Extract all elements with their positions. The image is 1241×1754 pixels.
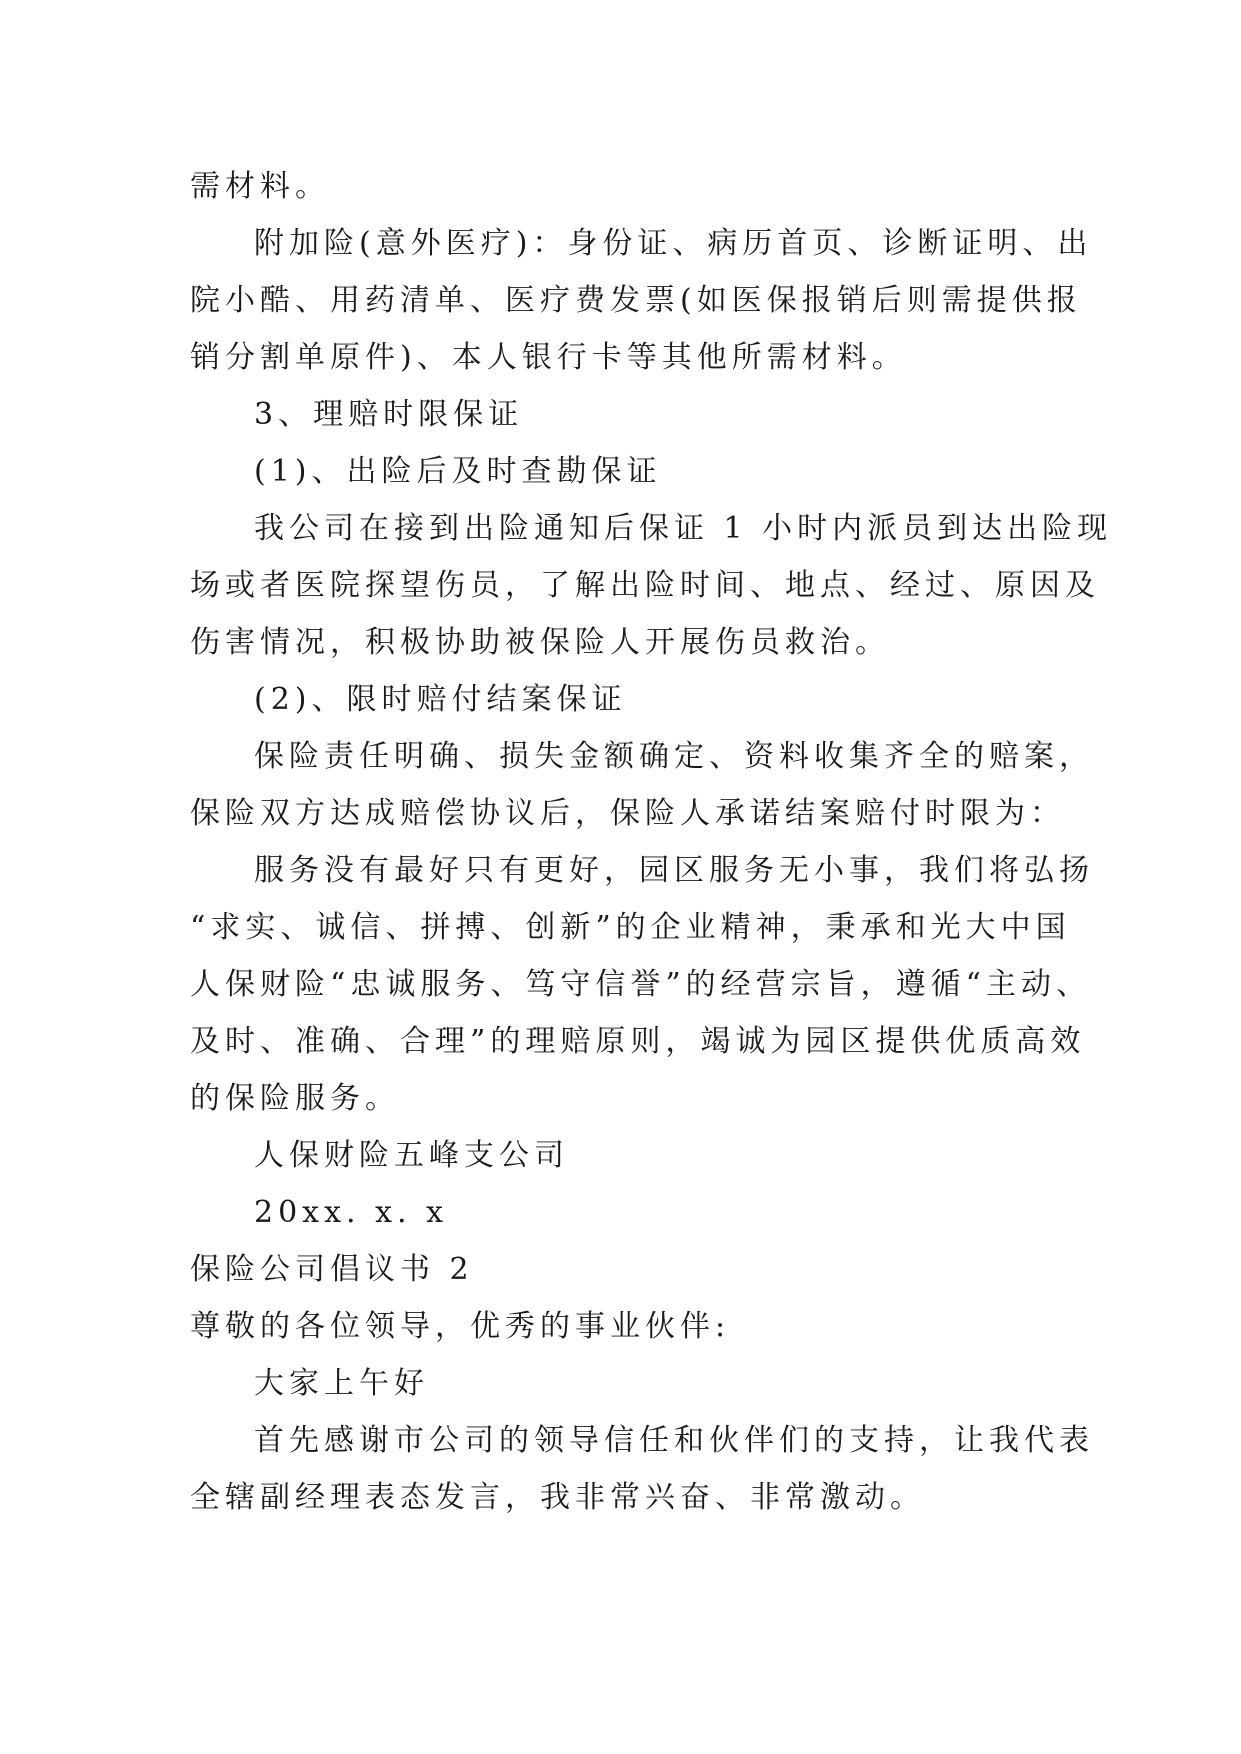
text-line: 及时、准确、合理”的理赔原则，竭诚为园区提供优质高效 <box>190 1024 1086 1059</box>
text-line: 服务没有最好只有更好，园区服务无小事，我们将弘扬 <box>254 853 1094 888</box>
text-line: 场或者医院探望伤员，了解出险时间、地点、经过、原因及 <box>190 568 1100 603</box>
text-line: 伤害情况，积极协助被保险人开展伤员救治。 <box>190 625 890 660</box>
section-heading: 3、理赔时限保证 <box>254 397 524 432</box>
signature-date: 20xx. x. x <box>254 1195 448 1230</box>
text-line: 需材料。 <box>190 169 330 204</box>
text-line: 人保财险“忠诚服务、笃守信誉”的经营宗旨，遵循“主动、 <box>190 967 1092 1002</box>
text-line: 保险责任明确、损失金额确定、资料收集齐全的赔案， <box>254 739 1094 774</box>
greeting: 大家上午好 <box>254 1366 429 1401</box>
text-line: “求实、诚信、拼搏、创新”的企业精神，秉承和光大中国 <box>190 910 1071 945</box>
text-line: 院小酷、用药清单、医疗费发票(如医保报销后则需提供报 <box>190 283 1082 318</box>
text-line: 全辖副经理表态发言，我非常兴奋、非常激动。 <box>190 1480 925 1515</box>
text-line: 首先感谢市公司的领导信任和伙伴们的支持，让我代表 <box>254 1423 1094 1458</box>
document-title: 保险公司倡议书 2 <box>190 1252 474 1287</box>
salutation: 尊敬的各位领导，优秀的事业伙伴: <box>190 1309 731 1344</box>
text-line: 销分割单原件)、本人银行卡等其他所需材料。 <box>190 340 907 375</box>
text-line: 保险双方达成赔偿协议后，保险人承诺结案赔付时限为： <box>190 796 1065 831</box>
text-line: 附加险(意外医疗)：身份证、病历首页、诊断证明、出 <box>254 226 1093 261</box>
subsection-heading: (2)、限时赔付结案保证 <box>254 682 627 717</box>
text-line: 我公司在接到出险通知后保证 1 小时内派员到达出险现 <box>254 511 1113 546</box>
signature-company: 人保财险五峰支公司 <box>254 1138 569 1173</box>
text-line: 的保险服务。 <box>190 1081 400 1116</box>
subsection-heading: (1)、出险后及时查勘保证 <box>254 454 662 489</box>
